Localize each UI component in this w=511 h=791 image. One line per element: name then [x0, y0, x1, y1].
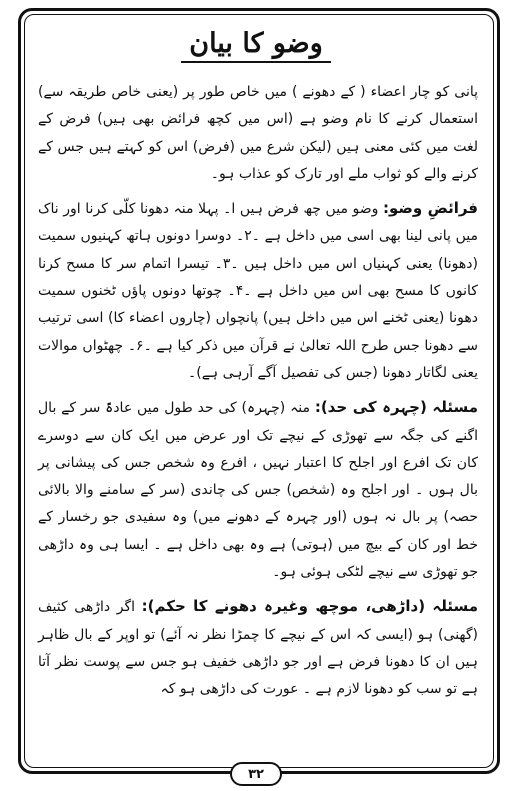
paragraph-faraiz [38, 195, 478, 387]
paragraph-text: منہ (چہرہ) کی حد طول میں عادۃً سر کے بال اگنے کی جگہ سے تھوڑی کے نیچے تک اور عرض میں ایک کان سے دوسرے کان تک افرع اور اجلح کا اعتبار نہیں ، افرع وہ شخص جس کی پیشانی پر بال ہوں ۔ اور اجلح وہ (شخص) جس کی چاندی (سر کے سامنے والا بالائی حصہ) پر بال نہ ہوں (اور چہرہ کے دھونے میں) وہ سفیدی جو رخسار کے خط اور کان کے بیچ میں (ہوتی) ہے وہ بھی داخل ہے ۔ ایسا ہی وہ داڑھی جو تھوڑی سے نیچے لٹکی ہوئی ہو۔ [38, 400, 478, 581]
paragraph-term: مسئلہ (چہرہ کی حد): [314, 398, 478, 417]
paragraph-chehra [38, 394, 478, 586]
paragraph-text: اگر داڑھی کثیف (گھنی) ہو (ایسی کہ اس کے نیچے کا چمڑا نظر نہ آئے) تو اوپر کے بال ظاہر ہیں ان کا دھونا فرض ہے اور جو داڑھی خفیف ہو جس سے پوست نظر آتا ہے تو سب کو دھونا لازم ہے ۔ عورت کی داڑھی ہو کہ [38, 599, 478, 698]
page-number-badge [230, 762, 282, 786]
paragraph-intro [38, 78, 478, 188]
body-text [38, 78, 478, 726]
paragraph-term: مسئلہ (داڑھی، موچھ وغیرہ دھونے کا حکم): [141, 597, 479, 616]
paragraph-darhi [38, 593, 478, 703]
page-number: ۳۲ [248, 766, 264, 782]
paragraph-text: وضو میں چھ فرض ہیں ا۔ پہلا منہ دھونا کلّی کرنا اور ناک میں پانی لینا بھی اسی میں داخل ہے ۔۲۔ دوسرا دونوں ہاتھ کہنیوں سمیت (دھونا) یعنی کہنیاں اس میں داخل ہیں ۔۳۔ تیسرا اتمام سر کا مسح کرنا کانوں کا مسح بھی اس میں داخل ہے ۔۴۔ چوتھا دونوں پاؤں ٹخنوں سمیت دھونا (یعنی ٹخنے اس میں داخل ہیں) پانچواں (چاروں اعضاء کا) اسی ترتیب سے دھونا جس طرح اللہ تعالیٰ نے قرآن میں ذکر کیا ہے ۔۶۔ چھٹواں موالات یعنی لگاتار دھونا (جس کی تفصیل آگے آرہی ہے)۔ [38, 201, 479, 381]
paragraph-text: پانی کو چار اعضاء ( کے دھونے ) میں خاص طور پر (یعنی خاص طریقہ سے) استعمال کرنے کا نام وضو ہے (اس میں کچھ فرائض بھی ہیں) فرض کے لغت میں کئی معنی ہیں (لیکن شرع میں (فرض) اس کو کہتے ہیں جس کے کرنے والے کو ثواب ملے اور تارک کو عذاب ہو۔ [38, 84, 478, 182]
paragraph-term: فرائضِ وضو: [383, 199, 478, 218]
page-title: وضو کا بیان [181, 28, 331, 63]
title-banner [172, 22, 340, 68]
